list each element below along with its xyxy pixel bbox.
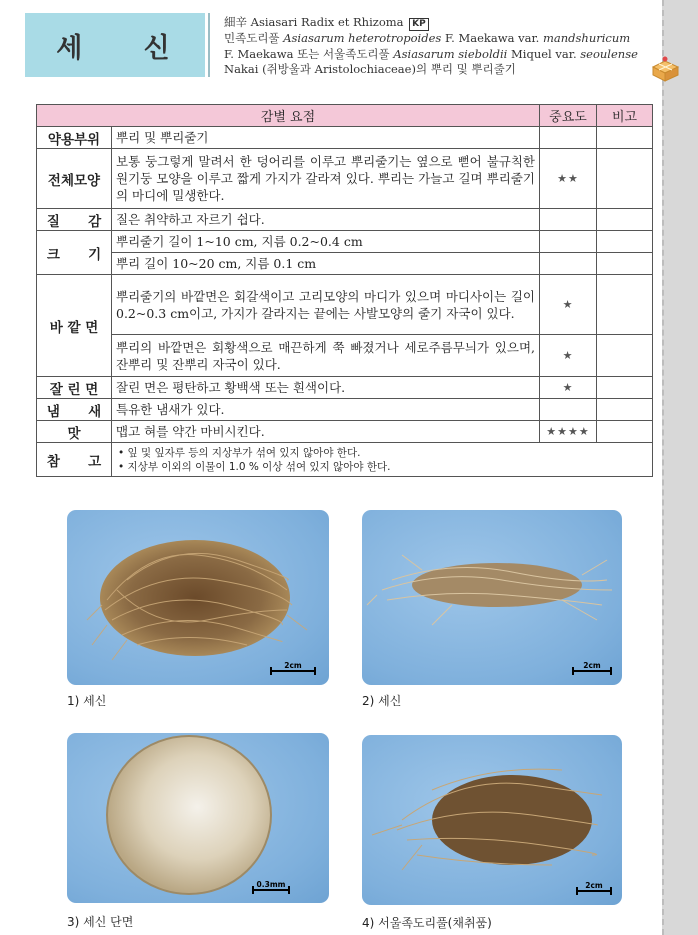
plant-name-1: 민족도리풀 (224, 31, 280, 45)
table-row (37, 399, 653, 421)
author-1: F. Maekawa var. (444, 31, 540, 45)
scale-line (252, 889, 290, 891)
row-importance-size-rhizome (540, 231, 597, 253)
row-label-size: 크 기 (37, 231, 112, 275)
row-importance-texture (540, 209, 597, 231)
scale-label: 0.3mm (256, 880, 286, 889)
table-row (37, 253, 653, 275)
row-remarks-surface-root (597, 335, 653, 377)
scale-label: 2cm (284, 661, 302, 670)
scale-bar (576, 881, 612, 892)
row-remarks-texture (597, 209, 653, 231)
row-remarks-size-rhizome (597, 231, 653, 253)
scale-bar (252, 880, 290, 891)
row-remarks-part (597, 127, 653, 149)
ref-item: • 지상부 이외의 이물이 1.0 % 이상 섞여 있지 않아야 한다. (118, 460, 646, 474)
hanja-name: 細辛 (224, 15, 247, 29)
herb-bundle-icon (648, 53, 682, 87)
scale-bar (270, 661, 316, 672)
header-importance: 중요도 (540, 105, 597, 127)
row-label-refs: 참 고 (37, 443, 112, 477)
row-importance-cut: ★ (540, 377, 597, 399)
photo-caption-1: 1) 세신 (67, 694, 107, 708)
table-row (37, 209, 653, 231)
row-desc-surface-rhizome: 뿌리줄기의 바깥면은 회갈색이고 고리모양의 마디가 있으며 마디사이는 길이 0.2~0.3 cm이고, 가지가 갈라지는 끝에는 사발모양의 줄기 자국이 있다. (112, 275, 540, 335)
identification-table (36, 104, 653, 477)
root-bundle-image (362, 510, 622, 685)
variety-name-2: seoulense (580, 46, 638, 61)
row-importance-surface-rhizome: ★ (540, 275, 597, 335)
root-bundle-image (67, 510, 329, 685)
collected-plant-image (362, 735, 622, 905)
row-desc-texture: 질은 취약하고 자르기 쉽다. (112, 209, 540, 231)
cross-section-image (67, 733, 329, 903)
row-remarks-surface-rhizome (597, 275, 653, 335)
row-remarks-smell (597, 399, 653, 421)
author-2: Miquel var. (511, 46, 577, 61)
specimen-photo-3 (67, 733, 329, 903)
row-remarks-shape (597, 149, 653, 209)
scale-label: 2cm (583, 661, 601, 670)
row-desc-refs (112, 443, 653, 477)
header-remarks: 비고 (597, 105, 653, 127)
row-desc-shape: 보통 둥그렇게 말려서 한 덩어리를 이루고 뿌리줄기는 옆으로 뻗어 불규칙한 원기둥 모양을 이루고 짧게 가지가 갈라져 있다. 뿌리는 가늘고 길며 뿌리줄기의 마디에 밀생한다. (112, 149, 540, 209)
photo-caption-4: 4) 서울족도리풀(채취품) (362, 916, 492, 930)
ref-item: • 잎 및 잎자루 등의 지상부가 섞여 있지 않아야 한다. (118, 446, 646, 460)
page-title: 세 신 (56, 32, 196, 64)
table-row (37, 421, 653, 443)
row-importance-shape: ★★ (540, 149, 597, 209)
row-desc-smell: 특유한 냄새가 있다. (112, 399, 540, 421)
row-label-smell: 냄 새 (37, 399, 112, 421)
row-importance-part (540, 127, 597, 149)
row-label-taste: 맛 (37, 421, 112, 443)
row-label-cut: 잘 린 면 (37, 377, 112, 399)
row-label-surface: 바 깥 면 (37, 275, 112, 377)
row-remarks-taste (597, 421, 653, 443)
row-remarks-size-root (597, 253, 653, 275)
row-importance-smell (540, 399, 597, 421)
specimen-photo-2 (362, 510, 622, 685)
photo-caption-3: 3) 세신 단면 (67, 915, 134, 929)
herb-source-info (224, 15, 654, 78)
specimen-photo-1 (67, 510, 329, 685)
table-row (37, 275, 653, 335)
page-edge-strip (662, 0, 698, 935)
table-row (37, 377, 653, 399)
table-row (37, 149, 653, 209)
row-importance-size-root (540, 253, 597, 275)
row-desc-cut: 잘린 면은 평탄하고 황백색 또는 흰색이다. (112, 377, 540, 399)
table-row (37, 335, 653, 377)
latin-name: Asiasari Radix et Rhizoma (250, 15, 404, 29)
row-label-part: 약용부위 (37, 127, 112, 149)
monograph-header (0, 0, 664, 95)
scale-line (270, 670, 316, 672)
table-row (37, 443, 653, 477)
row-importance-surface-root: ★ (540, 335, 597, 377)
row-desc-taste: 맵고 혀를 약간 마비시킨다. (112, 421, 540, 443)
scale-line (572, 670, 612, 672)
specimen-photo-4 (362, 735, 622, 905)
header-points: 감별 요점 (37, 105, 540, 127)
scale-label: 2cm (585, 881, 603, 890)
row-label-texture: 질 감 (37, 209, 112, 231)
scale-line (576, 890, 612, 892)
variety-name-1: mandshuricum (542, 31, 631, 45)
species-name-1: Asiasarum heterotropoides (283, 31, 442, 45)
kp-badge: KP (409, 18, 429, 31)
plant-name-2: F. Maekawa 또는 서울족도리풀 (224, 46, 390, 61)
scale-bar (572, 661, 612, 672)
table-row (37, 127, 653, 149)
species-name-2: Asiasarum sieboldii (393, 46, 508, 61)
table-header-row (37, 105, 653, 127)
title-box (25, 13, 205, 77)
row-importance-taste: ★★★★ (540, 421, 597, 443)
row-label-shape: 전체모양 (37, 149, 112, 209)
row-desc-part: 뿌리 및 뿌리줄기 (112, 127, 540, 149)
row-remarks-cut (597, 377, 653, 399)
table-row (37, 231, 653, 253)
row-desc-surface-root: 뿌리의 바깥면은 회황색으로 매끈하게 쭉 빠졌거나 세로주름무늬가 있으며, 잔뿌리 및 잔뿌리 자국이 있다. (112, 335, 540, 377)
row-desc-size-rhizome: 뿌리줄기 길이 1~10 cm, 지름 0.2~0.4 cm (112, 231, 540, 253)
header-divider (208, 13, 210, 77)
row-desc-size-root: 뿌리 길이 10~20 cm, 지름 0.1 cm (112, 253, 540, 275)
photo-caption-2: 2) 세신 (362, 694, 402, 708)
family-line: Nakai (쥐방울과 Aristolochiaceae)의 뿌리 및 뿌리줄기 (224, 62, 516, 76)
